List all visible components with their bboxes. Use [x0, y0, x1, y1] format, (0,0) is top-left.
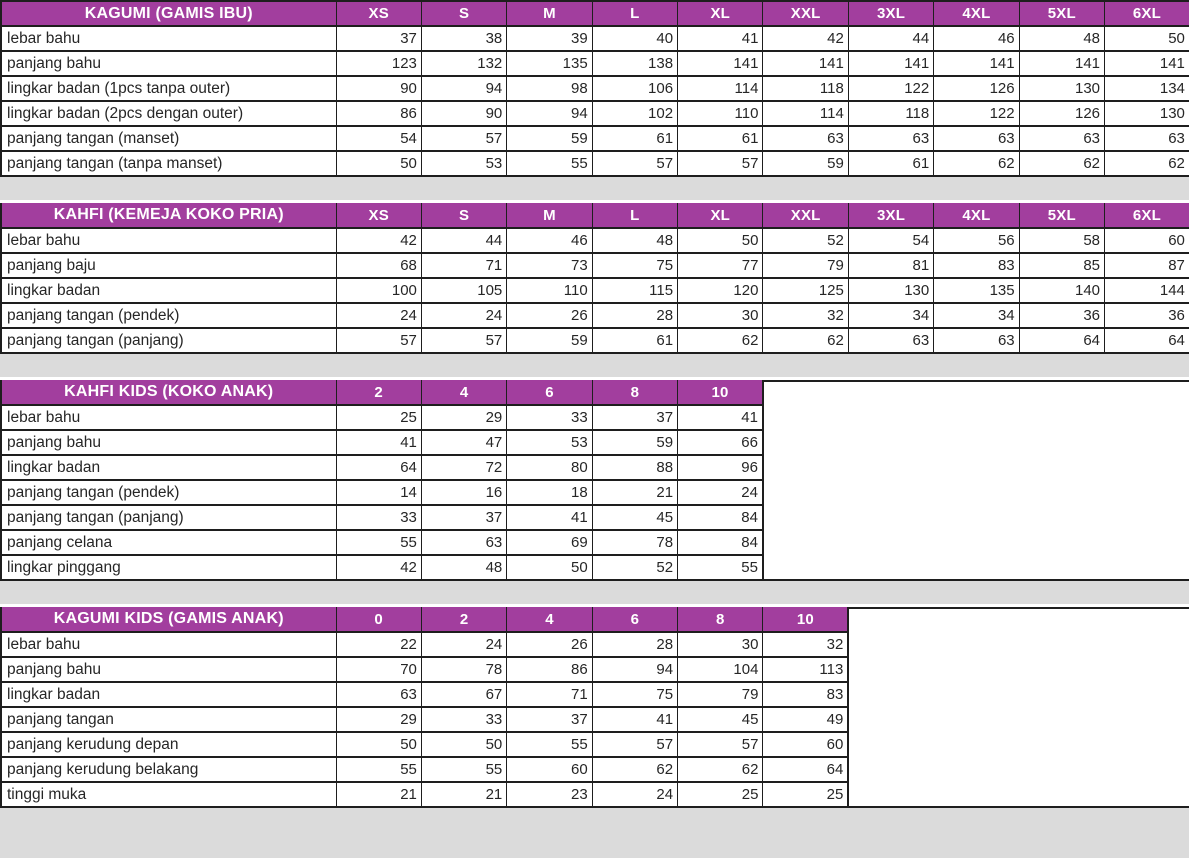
value-cell: 104	[678, 657, 763, 682]
table-row	[1, 26, 1189, 51]
table-row	[1, 632, 848, 657]
value-cell: 57	[421, 126, 506, 151]
table-row	[1, 455, 763, 480]
value-cell: 78	[592, 530, 677, 555]
value-cell: 125	[763, 278, 848, 303]
row-label: panjang tangan (panjang)	[1, 328, 336, 353]
size-header-cell: 6XL	[1105, 1, 1189, 26]
size-header-cell: M	[507, 1, 592, 26]
value-cell: 50	[421, 732, 506, 757]
size-header-cell: M	[507, 203, 592, 228]
row-label: panjang tangan (tanpa manset)	[1, 151, 336, 176]
row-label: panjang baju	[1, 253, 336, 278]
table-row	[1, 328, 1189, 353]
value-cell: 94	[592, 657, 677, 682]
row-label: lingkar badan (2pcs dengan outer)	[1, 101, 336, 126]
value-cell: 60	[763, 732, 848, 757]
row-label: panjang bahu	[1, 51, 336, 76]
value-cell: 39	[507, 26, 592, 51]
table-row	[1, 151, 1189, 176]
table-row	[1, 253, 1189, 278]
header-row	[1, 203, 1189, 228]
value-cell: 50	[678, 228, 763, 253]
size-header-cell: S	[421, 203, 506, 228]
table-row	[1, 505, 763, 530]
value-cell: 122	[934, 101, 1019, 126]
value-cell: 40	[592, 26, 677, 51]
value-cell: 60	[507, 757, 592, 782]
value-cell: 49	[763, 707, 848, 732]
value-cell: 57	[592, 732, 677, 757]
value-cell: 130	[1019, 76, 1104, 101]
row-label: tinggi muka	[1, 782, 336, 807]
value-cell: 25	[336, 405, 421, 430]
value-cell: 55	[507, 732, 592, 757]
value-cell: 135	[507, 51, 592, 76]
table-row	[1, 126, 1189, 151]
row-label: lebar bahu	[1, 228, 336, 253]
header-row	[1, 1, 1189, 26]
size-header-cell: 3XL	[848, 203, 933, 228]
value-cell: 115	[592, 278, 677, 303]
value-cell: 25	[763, 782, 848, 807]
table-gap	[0, 354, 1189, 377]
value-cell: 114	[678, 76, 763, 101]
value-cell: 37	[336, 26, 421, 51]
row-label: lingkar badan	[1, 682, 336, 707]
value-cell: 41	[336, 430, 421, 455]
size-table-4	[0, 607, 849, 808]
value-cell: 42	[336, 555, 421, 580]
row-label: panjang celana	[1, 530, 336, 555]
row-label: panjang bahu	[1, 657, 336, 682]
value-cell: 50	[507, 555, 592, 580]
value-cell: 62	[678, 328, 763, 353]
row-label: panjang bahu	[1, 430, 336, 455]
value-cell: 58	[1019, 228, 1104, 253]
value-cell: 53	[421, 151, 506, 176]
table-row	[1, 430, 763, 455]
value-cell: 71	[421, 253, 506, 278]
value-cell: 105	[421, 278, 506, 303]
size-header-cell: 4XL	[934, 1, 1019, 26]
value-cell: 38	[421, 26, 506, 51]
value-cell: 52	[592, 555, 677, 580]
size-header-cell: S	[421, 1, 506, 26]
table-row	[1, 555, 763, 580]
row-label: panjang tangan (manset)	[1, 126, 336, 151]
value-cell: 75	[592, 682, 677, 707]
table-gap	[0, 581, 1189, 604]
table-row	[1, 530, 763, 555]
row-label: lebar bahu	[1, 632, 336, 657]
value-cell: 94	[421, 76, 506, 101]
row-label: panjang kerudung belakang	[1, 757, 336, 782]
value-cell: 56	[934, 228, 1019, 253]
table-row	[1, 101, 1189, 126]
value-cell: 62	[678, 757, 763, 782]
value-cell: 46	[507, 228, 592, 253]
value-cell: 57	[421, 328, 506, 353]
value-cell: 28	[592, 303, 677, 328]
table-title: KAGUMI KIDS (GAMIS ANAK)	[1, 607, 336, 632]
value-cell: 70	[336, 657, 421, 682]
value-cell: 55	[336, 757, 421, 782]
value-cell: 37	[507, 707, 592, 732]
table-row	[1, 657, 848, 682]
table-gap	[0, 177, 1189, 200]
value-cell: 63	[934, 126, 1019, 151]
value-cell: 78	[421, 657, 506, 682]
size-header-cell: 5XL	[1019, 1, 1104, 26]
value-cell: 50	[1105, 26, 1189, 51]
value-cell: 48	[592, 228, 677, 253]
value-cell: 33	[421, 707, 506, 732]
value-cell: 90	[421, 101, 506, 126]
size-table-2	[0, 203, 1189, 354]
value-cell: 26	[507, 632, 592, 657]
value-cell: 36	[1105, 303, 1189, 328]
value-cell: 132	[421, 51, 506, 76]
size-header-cell: XS	[336, 203, 421, 228]
value-cell: 45	[678, 707, 763, 732]
value-cell: 130	[848, 278, 933, 303]
value-cell: 138	[592, 51, 677, 76]
value-cell: 32	[763, 632, 848, 657]
value-cell: 26	[507, 303, 592, 328]
value-cell: 52	[763, 228, 848, 253]
size-header-cell: 4XL	[934, 203, 1019, 228]
value-cell: 126	[934, 76, 1019, 101]
value-cell: 55	[421, 757, 506, 782]
value-cell: 144	[1105, 278, 1189, 303]
value-cell: 61	[592, 126, 677, 151]
table-title: KAGUMI (GAMIS IBU)	[1, 1, 336, 26]
value-cell: 118	[763, 76, 848, 101]
table-row	[1, 51, 1189, 76]
value-cell: 90	[336, 76, 421, 101]
value-cell: 62	[1019, 151, 1104, 176]
value-cell: 126	[1019, 101, 1104, 126]
value-cell: 94	[507, 101, 592, 126]
value-cell: 41	[678, 405, 763, 430]
value-cell: 122	[848, 76, 933, 101]
header-row	[1, 380, 763, 405]
filler-panel	[764, 380, 1189, 581]
value-cell: 110	[507, 278, 592, 303]
table-title: KAHFI (KEMEJA KOKO PRIA)	[1, 203, 336, 228]
value-cell: 64	[336, 455, 421, 480]
value-cell: 62	[1105, 151, 1189, 176]
table-block-4	[0, 607, 1189, 808]
value-cell: 64	[1019, 328, 1104, 353]
value-cell: 54	[336, 126, 421, 151]
value-cell: 141	[1105, 51, 1189, 76]
value-cell: 29	[421, 405, 506, 430]
value-cell: 46	[934, 26, 1019, 51]
value-cell: 141	[763, 51, 848, 76]
value-cell: 75	[592, 253, 677, 278]
value-cell: 79	[763, 253, 848, 278]
value-cell: 59	[592, 430, 677, 455]
value-cell: 87	[1105, 253, 1189, 278]
size-header-cell: L	[592, 1, 677, 26]
value-cell: 48	[1019, 26, 1104, 51]
value-cell: 69	[507, 530, 592, 555]
value-cell: 33	[336, 505, 421, 530]
value-cell: 63	[848, 126, 933, 151]
value-cell: 110	[678, 101, 763, 126]
row-label: panjang tangan (panjang)	[1, 505, 336, 530]
value-cell: 41	[592, 707, 677, 732]
value-cell: 47	[421, 430, 506, 455]
row-label: lingkar badan (1pcs tanpa outer)	[1, 76, 336, 101]
value-cell: 114	[763, 101, 848, 126]
value-cell: 79	[678, 682, 763, 707]
value-cell: 63	[336, 682, 421, 707]
row-label: lebar bahu	[1, 26, 336, 51]
value-cell: 55	[678, 555, 763, 580]
value-cell: 83	[934, 253, 1019, 278]
table-row	[1, 228, 1189, 253]
value-cell: 59	[763, 151, 848, 176]
row-label: lingkar pinggang	[1, 555, 336, 580]
value-cell: 61	[592, 328, 677, 353]
value-cell: 24	[592, 782, 677, 807]
value-cell: 57	[336, 328, 421, 353]
value-cell: 63	[421, 530, 506, 555]
value-cell: 57	[592, 151, 677, 176]
value-cell: 57	[678, 732, 763, 757]
table-block-3	[0, 380, 1189, 581]
value-cell: 86	[507, 657, 592, 682]
size-header-cell: 10	[763, 607, 848, 632]
value-cell: 118	[848, 101, 933, 126]
table-row	[1, 303, 1189, 328]
table-row	[1, 757, 848, 782]
value-cell: 21	[592, 480, 677, 505]
row-label: panjang tangan	[1, 707, 336, 732]
row-label: panjang kerudung depan	[1, 732, 336, 757]
value-cell: 21	[421, 782, 506, 807]
value-cell: 84	[678, 530, 763, 555]
size-header-cell: 0	[336, 607, 421, 632]
value-cell: 62	[934, 151, 1019, 176]
value-cell: 88	[592, 455, 677, 480]
value-cell: 54	[848, 228, 933, 253]
value-cell: 32	[763, 303, 848, 328]
value-cell: 50	[336, 151, 421, 176]
size-header-cell: XS	[336, 1, 421, 26]
value-cell: 34	[848, 303, 933, 328]
value-cell: 73	[507, 253, 592, 278]
table-title: KAHFI KIDS (KOKO ANAK)	[1, 380, 336, 405]
value-cell: 33	[507, 405, 592, 430]
value-cell: 14	[336, 480, 421, 505]
row-label: lingkar badan	[1, 278, 336, 303]
value-cell: 134	[1105, 76, 1189, 101]
value-cell: 53	[507, 430, 592, 455]
table-row	[1, 278, 1189, 303]
value-cell: 113	[763, 657, 848, 682]
value-cell: 44	[421, 228, 506, 253]
size-header-cell: 6XL	[1105, 203, 1189, 228]
value-cell: 130	[1105, 101, 1189, 126]
value-cell: 72	[421, 455, 506, 480]
value-cell: 24	[421, 303, 506, 328]
value-cell: 140	[1019, 278, 1104, 303]
value-cell: 84	[678, 505, 763, 530]
value-cell: 30	[678, 632, 763, 657]
value-cell: 45	[592, 505, 677, 530]
value-cell: 67	[421, 682, 506, 707]
value-cell: 66	[678, 430, 763, 455]
value-cell: 63	[1019, 126, 1104, 151]
value-cell: 81	[848, 253, 933, 278]
value-cell: 102	[592, 101, 677, 126]
value-cell: 98	[507, 76, 592, 101]
value-cell: 63	[763, 126, 848, 151]
value-cell: 62	[763, 328, 848, 353]
size-header-cell: XL	[678, 203, 763, 228]
value-cell: 106	[592, 76, 677, 101]
table-block-2	[0, 203, 1189, 354]
value-cell: 59	[507, 126, 592, 151]
size-header-cell: XXL	[763, 203, 848, 228]
size-header-cell: 6	[507, 380, 592, 405]
value-cell: 36	[1019, 303, 1104, 328]
value-cell: 86	[336, 101, 421, 126]
value-cell: 29	[336, 707, 421, 732]
value-cell: 23	[507, 782, 592, 807]
size-header-cell: 4	[507, 607, 592, 632]
table-row	[1, 782, 848, 807]
value-cell: 100	[336, 278, 421, 303]
table-row	[1, 732, 848, 757]
size-header-cell: 8	[592, 380, 677, 405]
value-cell: 135	[934, 278, 1019, 303]
value-cell: 141	[678, 51, 763, 76]
value-cell: 16	[421, 480, 506, 505]
size-header-cell: 10	[678, 380, 763, 405]
size-table-1	[0, 0, 1189, 177]
size-header-cell: 3XL	[848, 1, 933, 26]
value-cell: 37	[592, 405, 677, 430]
value-cell: 18	[507, 480, 592, 505]
value-cell: 63	[934, 328, 1019, 353]
value-cell: 71	[507, 682, 592, 707]
value-cell: 63	[848, 328, 933, 353]
value-cell: 80	[507, 455, 592, 480]
value-cell: 77	[678, 253, 763, 278]
size-header-cell: 2	[336, 380, 421, 405]
value-cell: 25	[678, 782, 763, 807]
value-cell: 50	[336, 732, 421, 757]
row-label: lingkar badan	[1, 455, 336, 480]
table-row	[1, 682, 848, 707]
value-cell: 34	[934, 303, 1019, 328]
table-row	[1, 707, 848, 732]
table-row	[1, 480, 763, 505]
value-cell: 64	[763, 757, 848, 782]
value-cell: 141	[1019, 51, 1104, 76]
value-cell: 22	[336, 632, 421, 657]
value-cell: 59	[507, 328, 592, 353]
value-cell: 141	[934, 51, 1019, 76]
value-cell: 63	[1105, 126, 1189, 151]
value-cell: 37	[421, 505, 506, 530]
size-header-cell: 8	[678, 607, 763, 632]
value-cell: 41	[507, 505, 592, 530]
value-cell: 57	[678, 151, 763, 176]
value-cell: 21	[336, 782, 421, 807]
row-label: panjang tangan (pendek)	[1, 303, 336, 328]
size-header-cell: XXL	[763, 1, 848, 26]
value-cell: 41	[678, 26, 763, 51]
value-cell: 24	[336, 303, 421, 328]
table-row	[1, 76, 1189, 101]
table-block-1	[0, 0, 1189, 177]
value-cell: 85	[1019, 253, 1104, 278]
value-cell: 60	[1105, 228, 1189, 253]
value-cell: 62	[592, 757, 677, 782]
value-cell: 55	[507, 151, 592, 176]
size-header-cell: 6	[592, 607, 677, 632]
value-cell: 61	[848, 151, 933, 176]
value-cell: 83	[763, 682, 848, 707]
value-cell: 30	[678, 303, 763, 328]
size-header-cell: L	[592, 203, 677, 228]
header-row	[1, 607, 848, 632]
row-label: panjang tangan (pendek)	[1, 480, 336, 505]
value-cell: 55	[336, 530, 421, 555]
size-header-cell: XL	[678, 1, 763, 26]
value-cell: 42	[336, 228, 421, 253]
filler-panel	[849, 607, 1189, 808]
value-cell: 48	[421, 555, 506, 580]
value-cell: 120	[678, 278, 763, 303]
value-cell: 123	[336, 51, 421, 76]
value-cell: 24	[421, 632, 506, 657]
table-row	[1, 405, 763, 430]
value-cell: 68	[336, 253, 421, 278]
value-cell: 64	[1105, 328, 1189, 353]
value-cell: 28	[592, 632, 677, 657]
size-header-cell: 2	[421, 607, 506, 632]
value-cell: 24	[678, 480, 763, 505]
row-label: lebar bahu	[1, 405, 336, 430]
value-cell: 61	[678, 126, 763, 151]
size-header-cell: 4	[421, 380, 506, 405]
size-header-cell: 5XL	[1019, 203, 1104, 228]
value-cell: 141	[848, 51, 933, 76]
value-cell: 42	[763, 26, 848, 51]
value-cell: 96	[678, 455, 763, 480]
size-table-3	[0, 380, 764, 581]
value-cell: 44	[848, 26, 933, 51]
